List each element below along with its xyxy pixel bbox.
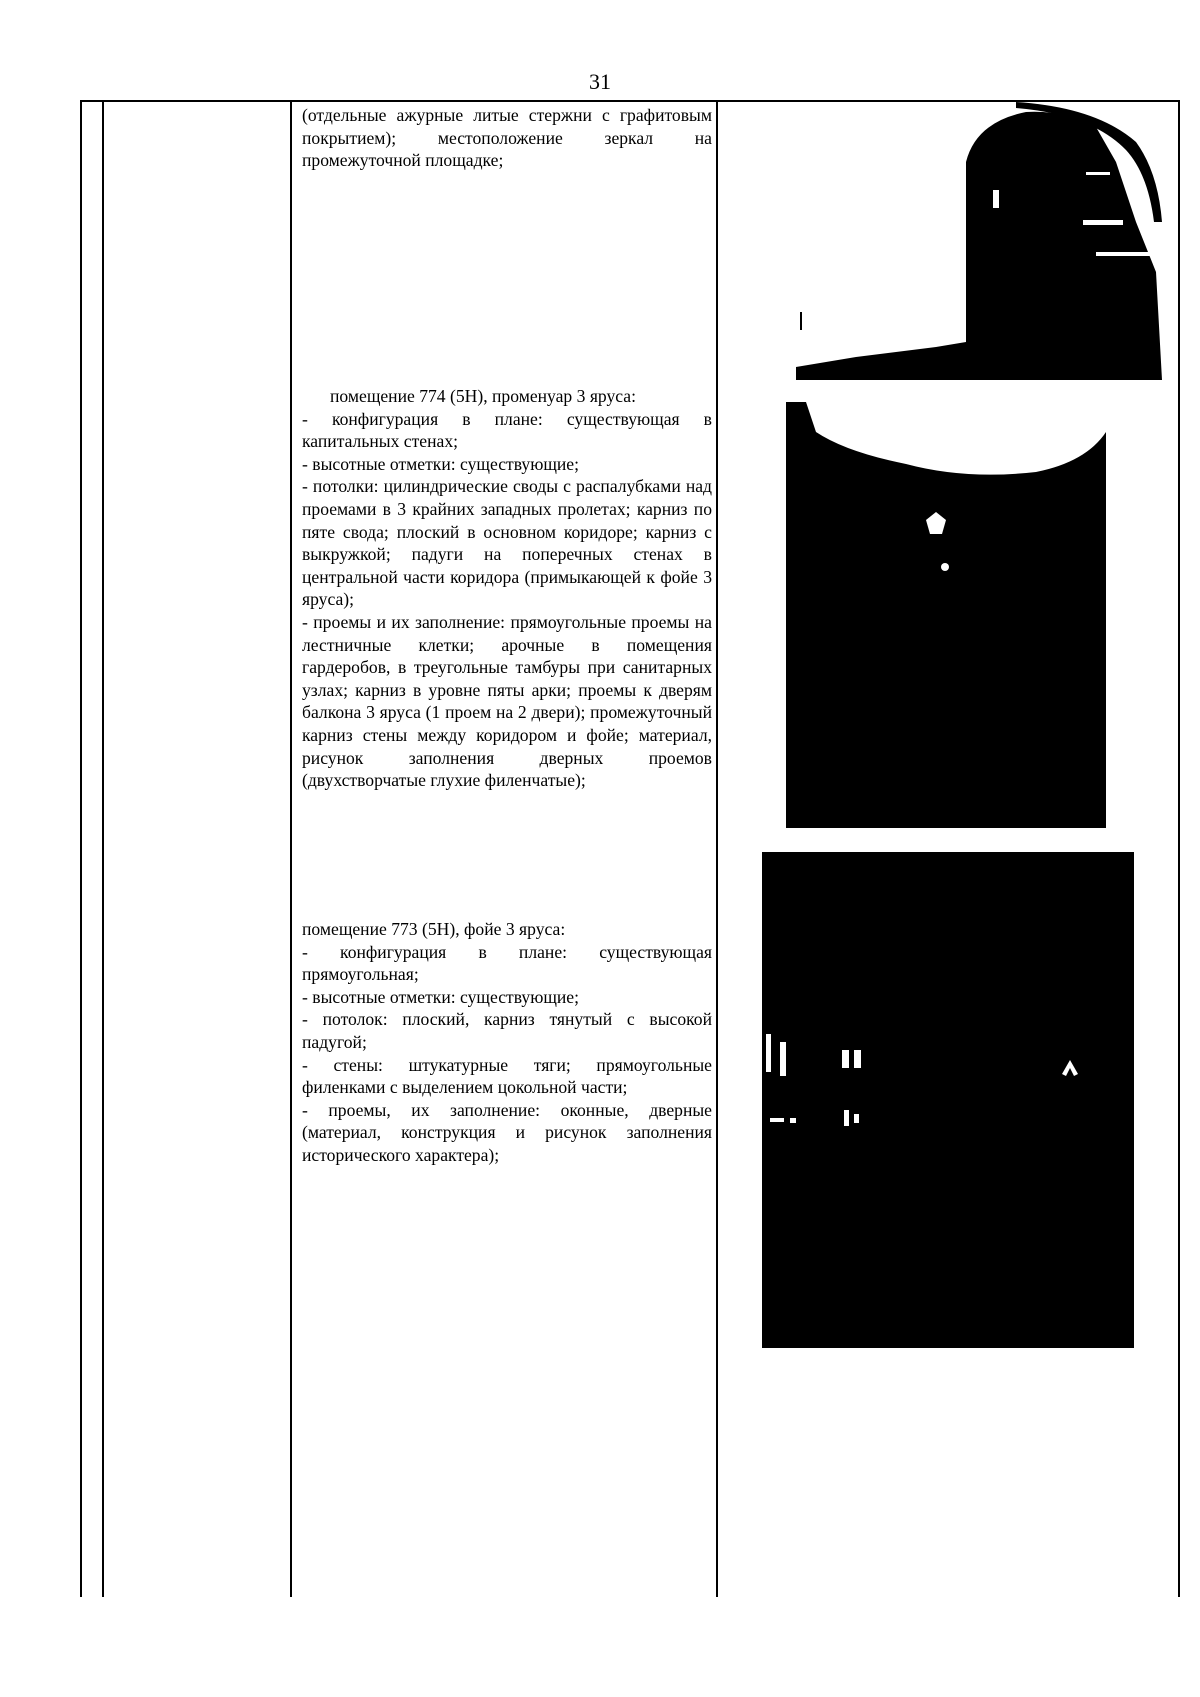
photo-staircase-arch [796,102,1162,380]
description-line: (отдельные ажурные литые стержни с графитовым покрытием); местоположение зеркал на промежуточной площадке; [302,105,712,171]
table-left-border [80,100,82,1597]
table-column-divider-1 [102,100,104,1597]
description-line: - конфигурация в плане: существующая прямоугольная; [302,941,712,985]
description-line: - проемы, их заполнение: оконные, дверные (материал, конструкция и рисунок заполнения исторического характера); [302,1099,712,1165]
photo-foyer-3rd-tier [762,852,1134,1348]
section-heading: помещение 774 (5Н), променуар 3 яруса: [330,386,636,406]
description-line: - потолок: плоский, карниз тянутый с высокой падугой; [302,1009,712,1052]
description-line: - стены: штукатурные тяги; прямоугольные филенками с выделением цокольной части; [302,1054,712,1098]
description-line: - высотные отметки: существующие; [302,453,579,474]
section-room-774 [302,385,712,792]
section-room-773 [302,918,712,1167]
table-column-divider-2 [290,100,292,1597]
table-column-divider-3 [716,100,718,1597]
description-line: - проемы и их заполнение: прямоугольные проемы на лестничные клетки; арочные в помещения гардеробов, в треугольные тамбуры при санитарных узлах; карниз в уровне пяты арки; проемы к дверям балкона 3 яруса (1 проем на 2 двери); промежуточный карниз стены между коридором и фойе; материал, рисунок заполнения дверных проемов (двухстворчатые глухие филенчатые); [302,611,712,791]
section-heading: помещение 773 (5Н), фойе 3 яруса: [302,919,566,939]
description-line: - высотные отметки: существующие; [302,986,579,1007]
table-right-border [1178,100,1180,1597]
photo-promenoir-corridor [786,402,1106,828]
section-continued [302,104,712,172]
description-line: - конфигурация в плане: существующая в капитальных стенах; [302,408,712,452]
description-line: - потолки: цилиндрические своды с распалубками над проемами в 3 крайних западных пролетах; карниз по пяте свода; плоский в основном коридоре; карниз с выкружкой; падуги на поперечных стенах в центральной части коридора (примыкающей к фойе 3 яруса); [302,476,712,610]
page-number: 31 [589,69,611,94]
